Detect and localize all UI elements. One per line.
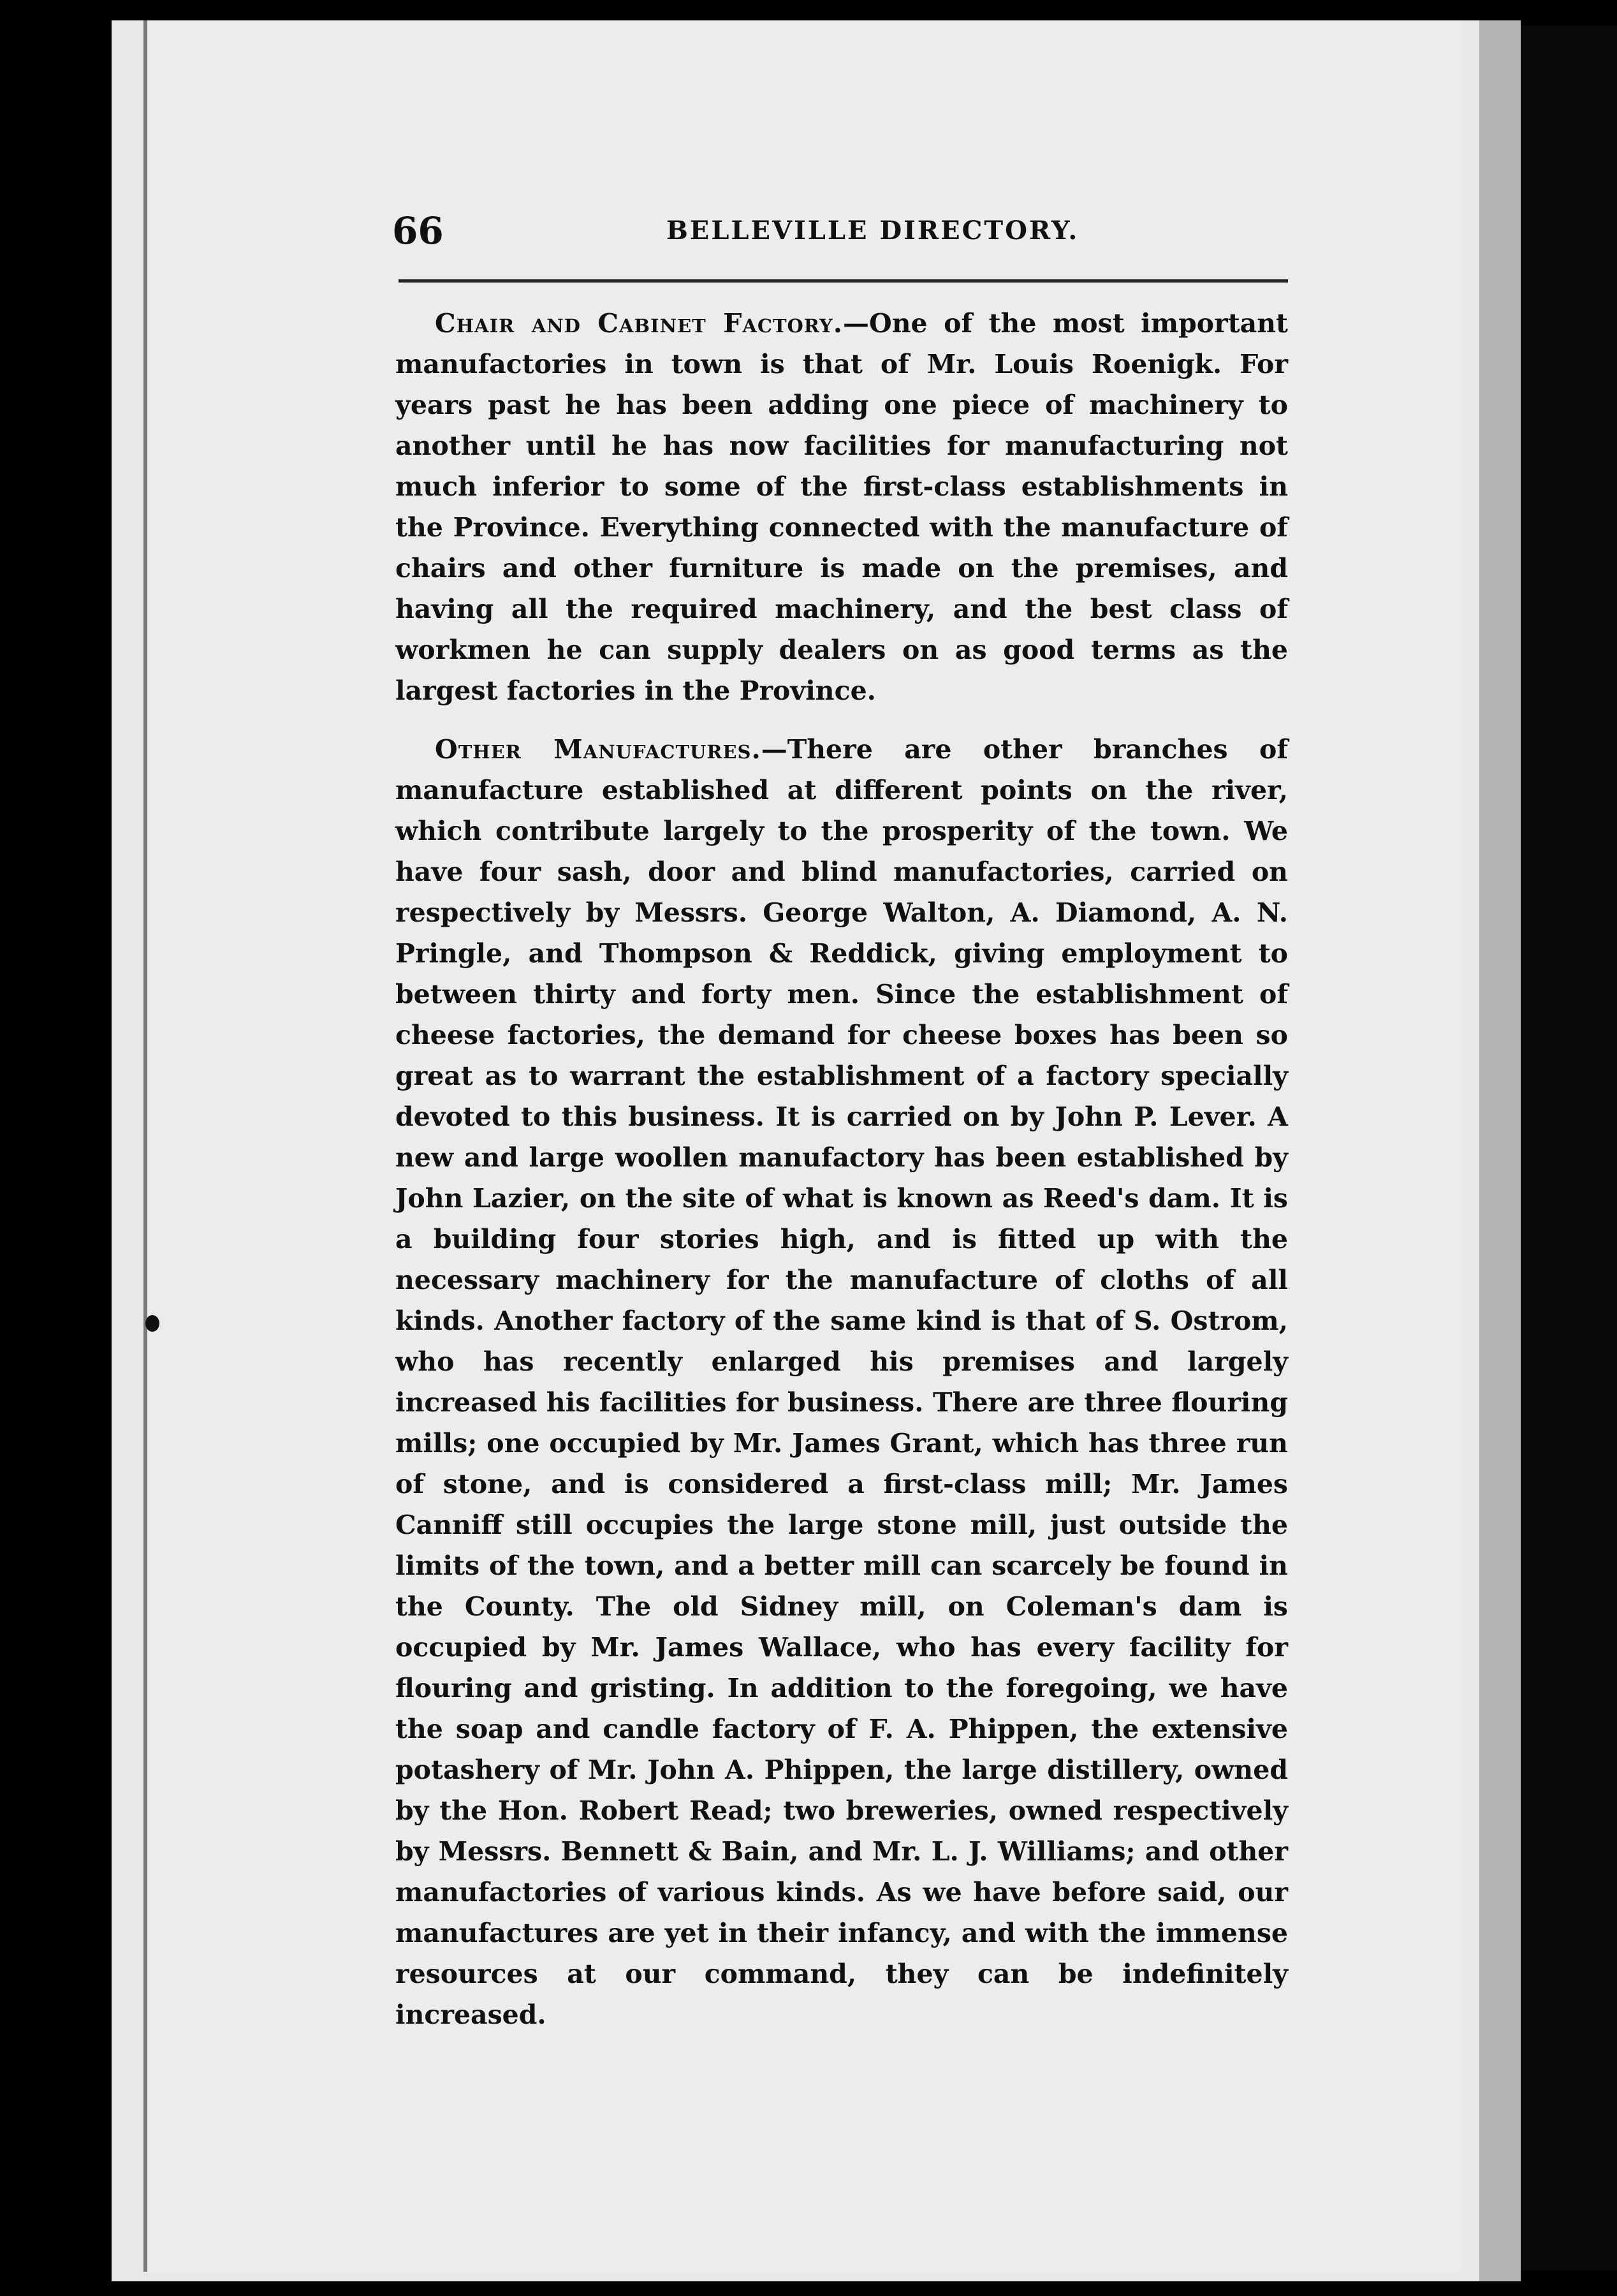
paragraph-heading: Chair and Cabinet Factory. — [435, 308, 843, 339]
paragraph-heading: Other Manufactures. — [435, 734, 761, 765]
paragraph-other-manufactures — [395, 729, 1288, 2035]
page-edge-shadow — [1479, 20, 1521, 2281]
ink-speck — [145, 1315, 159, 1332]
page-number: 66 — [392, 209, 444, 253]
body-text — [395, 303, 1288, 2053]
running-head: BELLEVILLE DIRECTORY. — [666, 216, 1079, 246]
header-rule — [399, 279, 1288, 283]
paragraph-text: —One of the most important manufactories in town is that of Mr. Louis Roenigk. For years past he has been adding one piece of machinery to another until he has now facilities for manufacturing not much inferior to some of the first-class establishments in the Province. Everything connected with the manufacture of chairs and other furniture is made on the premises, and having all the required machinery, and the best class of workmen he can supply dealers on as good terms as the largest factories in the Province. — [395, 308, 1288, 706]
paragraph-chair-cabinet-factory — [395, 303, 1288, 711]
scan-border — [1521, 26, 1617, 2270]
paragraph-text: —There are other branches of manufacture established at different points on the river, which contribute largely to the prosperity of the town. We have four sash, door and blind manufactories, carried on respectively by Messrs. George Walton, A. Diamond, A. N. Pringle, and Thompson & Reddick, giving employment to between thirty and forty men. Since the establishment of cheese factories, the demand for cheese boxes has been so great as to warrant the establishment of a factory specially devoted to this business. It is carried on by John P. Lever. A new and large woollen manufactory has been established by John Lazier, on the site of what is known as Reed's dam. It is a building four stories high, and is fitted up with the necessary machinery for the manufacture of cloths of all kinds. Another factory of the same kind is that of S. Ostrom, who has recently enlarged his premises and largely increased his facilities for business. There are three flouring mills; one occupied by Mr. James Grant, which has three run of stone, and is considered a first-class mill; Mr. James Canniff still occupies the large stone mill, just outside the limits of the town, and a better mill can scarcely be found in the County. The old Sidney mill, on Coleman's dam is occupied by Mr. James Wallace, who has every facility for flouring and gristing. In addition to the foregoing, we have the soap and candle factory of F. A. Phippen, the extensive potashery of Mr. John A. Phippen, the large distillery, owned by the Hon. Robert Read; two breweries, owned respectively by Messrs. Bennett & Bain, and Mr. L. J. Williams; and other manufactories of various kinds. As we have before said, our manufactures are yet in their infancy, and with the immense resources at our command, they can be indefinitely increased. — [395, 734, 1288, 2030]
page-header — [392, 209, 1288, 257]
